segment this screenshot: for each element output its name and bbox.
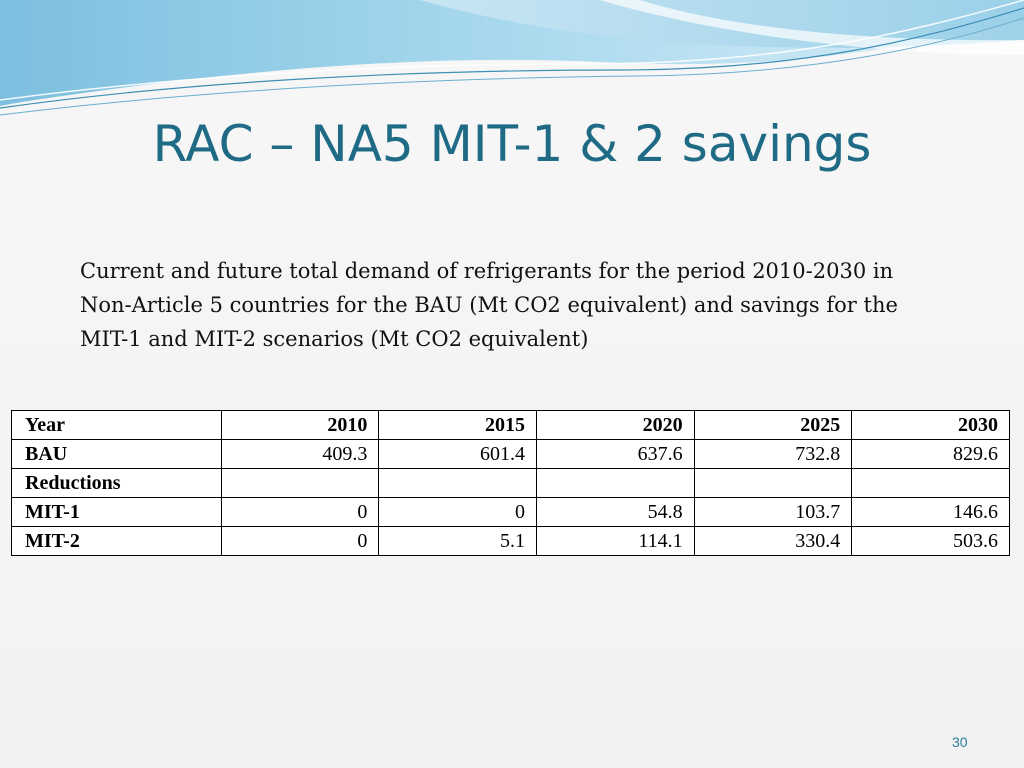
table-row xyxy=(12,498,1010,527)
table-cell: 0 xyxy=(221,498,379,527)
table-cell: 0 xyxy=(379,498,537,527)
refrigerant-demand-table xyxy=(11,410,1010,556)
table-header-year: 2020 xyxy=(536,411,694,440)
table-cell xyxy=(221,469,379,498)
table-cell: 146.6 xyxy=(852,498,1010,527)
table-cell: 503.6 xyxy=(852,527,1010,556)
table-cell: 114.1 xyxy=(536,527,694,556)
row-label: MIT-1 xyxy=(12,498,222,527)
row-label: MIT-2 xyxy=(12,527,222,556)
table-cell: 5.1 xyxy=(379,527,537,556)
table-cell: 103.7 xyxy=(694,498,852,527)
table-row xyxy=(12,469,1010,498)
table-cell xyxy=(852,469,1010,498)
table-cell: 0 xyxy=(221,527,379,556)
table-cell: 54.8 xyxy=(536,498,694,527)
table-cell: 330.4 xyxy=(694,527,852,556)
table-cell: 409.3 xyxy=(221,440,379,469)
table-header-year: 2010 xyxy=(221,411,379,440)
table-row xyxy=(12,440,1010,469)
slide-description: Current and future total demand of refrigerants for the period 2010-2030 in Non-Article 5 countries for the BAU (Mt CO2 equivalent) and savings for the MIT-1 and MIT-2 scenarios (Mt CO2 equivalent) xyxy=(80,259,898,351)
table-header-year: 2025 xyxy=(694,411,852,440)
table-cell xyxy=(379,469,537,498)
slide-title: RAC – NA5 MIT-1 & 2 savings xyxy=(152,115,872,173)
table-header-label: Year xyxy=(12,411,222,440)
table-cell: 637.6 xyxy=(536,440,694,469)
row-label: Reductions xyxy=(12,469,222,498)
table-cell: 601.4 xyxy=(379,440,537,469)
table-cell: 732.8 xyxy=(694,440,852,469)
row-label: BAU xyxy=(12,440,222,469)
table-cell: 829.6 xyxy=(852,440,1010,469)
table-cell xyxy=(536,469,694,498)
table-header-year: 2015 xyxy=(379,411,537,440)
table-row xyxy=(12,527,1010,556)
table-header-year: 2030 xyxy=(852,411,1010,440)
table-header-row xyxy=(12,411,1010,440)
page-number: 30 xyxy=(952,734,968,750)
table-cell xyxy=(694,469,852,498)
